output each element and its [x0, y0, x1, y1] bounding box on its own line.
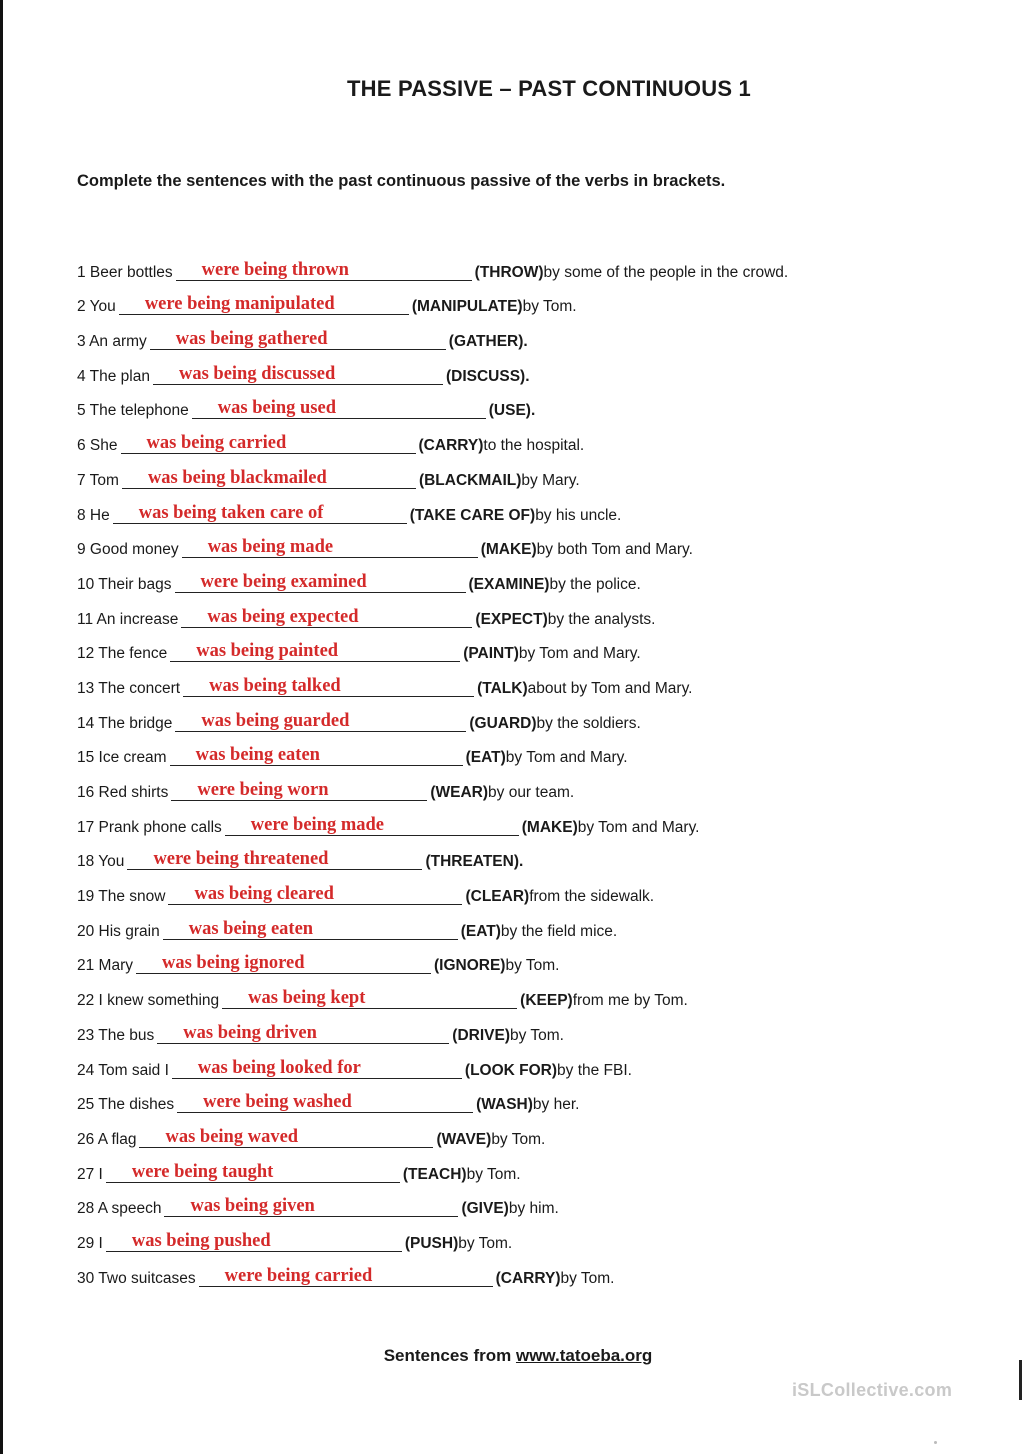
- verb-in-brackets: (THREATEN).: [425, 853, 524, 871]
- answer-text: were being manipulated: [144, 294, 335, 315]
- answer-blank[interactable]: [222, 985, 517, 1009]
- exercise-row: [77, 1220, 997, 1255]
- answer-blank[interactable]: [182, 534, 478, 558]
- exercise-row: [77, 804, 997, 839]
- verb-in-brackets: (LOOK FOR): [464, 1061, 558, 1079]
- sentence-end: by the police.: [549, 575, 641, 593]
- source-prefix: Sentences from: [383, 1346, 512, 1365]
- exercise-row: [77, 943, 997, 978]
- verb-in-brackets: (CARRY): [418, 437, 484, 455]
- sentence-end: by the analysts.: [547, 610, 656, 628]
- exercise-row: [77, 735, 997, 770]
- sentence-end: by Tom and Mary.: [518, 645, 641, 663]
- sentence-start: 28 A speech: [77, 1200, 162, 1218]
- sentence-end: by Mary.: [521, 471, 580, 489]
- verb-in-brackets: (GIVE): [461, 1200, 509, 1218]
- sentence-start: 10 Their bags: [77, 575, 172, 593]
- worksheet-title: THE PASSIVE – PAST CONTINUOUS 1: [347, 76, 751, 101]
- exercise-row: [77, 353, 997, 388]
- sentence-start: 7 Tom: [77, 471, 119, 489]
- answer-blank[interactable]: [150, 326, 446, 350]
- sentence-start: 8 He: [77, 506, 110, 524]
- answer-text: was being cleared: [194, 884, 334, 905]
- exercise-row: [77, 457, 997, 492]
- sentence-end: by the soldiers.: [536, 714, 641, 732]
- answer-blank[interactable]: [127, 846, 422, 870]
- answer-text: were being threatened: [153, 849, 329, 870]
- exercise-row: [77, 1082, 997, 1117]
- verb-in-brackets: (EXPECT): [475, 610, 548, 628]
- answer-text: were being carried: [224, 1265, 373, 1286]
- answer-text: was being pushed: [131, 1230, 271, 1251]
- sentence-start: 29 I: [77, 1234, 103, 1252]
- exercise-row: [77, 318, 997, 353]
- sentence-start: 21 Mary: [77, 957, 133, 975]
- verb-in-brackets: (DRIVE): [452, 1026, 510, 1044]
- exercise-row: [77, 977, 997, 1012]
- sentence-end: by both Tom and Mary.: [536, 541, 693, 559]
- exercise-row: [77, 700, 997, 735]
- answer-text: was being looked for: [197, 1057, 361, 1078]
- exercise-row: [77, 284, 997, 319]
- verb-in-brackets: (THROW): [474, 263, 544, 281]
- answer-blank[interactable]: [192, 395, 486, 419]
- answer-blank[interactable]: [225, 812, 519, 836]
- sentence-end: by the FBI.: [557, 1061, 632, 1079]
- sentence-start: 6 She: [77, 437, 118, 455]
- sentence-start: 22 I knew something: [77, 992, 220, 1010]
- verb-in-brackets: (GATHER).: [448, 333, 528, 351]
- answer-text: was being ignored: [162, 953, 305, 974]
- exercise-row: [77, 873, 997, 908]
- verb-in-brackets: (WASH): [476, 1096, 533, 1114]
- sentence-end: by her.: [532, 1096, 580, 1114]
- exercise-row: [77, 422, 997, 457]
- stray-dot: [934, 1441, 937, 1444]
- exercise-row: [77, 1255, 997, 1290]
- verb-in-brackets: (MAKE): [480, 541, 537, 559]
- sentence-start: 30 Two suitcases: [77, 1269, 196, 1287]
- sentence-end: by him.: [508, 1200, 559, 1218]
- answer-text: were being washed: [203, 1092, 352, 1113]
- sentence-end: by the field mice.: [500, 922, 618, 940]
- answer-text: was being talked: [209, 675, 341, 696]
- sentence-start: 19 The snow: [77, 888, 166, 906]
- sentence-end: by some of the people in the crowd.: [543, 263, 789, 281]
- sentence-start: 3 An army: [77, 333, 147, 351]
- answer-blank[interactable]: [164, 1193, 458, 1217]
- sentence-start: 23 The bus: [77, 1026, 155, 1044]
- answer-blank[interactable]: [163, 916, 458, 940]
- answer-text: were being examined: [200, 571, 367, 592]
- verb-in-brackets: (BLACKMAIL): [418, 471, 522, 489]
- sentence-start: 14 The bridge: [77, 714, 173, 732]
- answer-blank[interactable]: [157, 1020, 449, 1044]
- answer-text: was being gathered: [175, 329, 328, 350]
- answer-text: was being discussed: [178, 363, 336, 384]
- answer-blank[interactable]: [172, 1055, 462, 1079]
- instructions: Complete the sentences with the past continuous passive of the verbs in brackets.: [77, 172, 726, 190]
- answer-blank[interactable]: [139, 1124, 433, 1148]
- exercise-row: [77, 561, 997, 596]
- watermark: iSLCollective.com: [792, 1380, 953, 1400]
- sentence-start: 20 His grain: [77, 922, 160, 940]
- verb-in-brackets: (USE).: [488, 402, 536, 420]
- exercise-row: [77, 492, 997, 527]
- exercise-row: [77, 665, 997, 700]
- sentence-end: by Tom.: [491, 1130, 546, 1148]
- exercise-row: [77, 1012, 997, 1047]
- exercise-row: [77, 1186, 997, 1221]
- answer-text: was being expected: [207, 606, 359, 627]
- sentence-start: 2 You: [77, 298, 116, 316]
- verb-in-brackets: (WAVE): [436, 1130, 492, 1148]
- answer-text: was being kept: [248, 988, 366, 1009]
- answer-text: was being eaten: [188, 918, 314, 939]
- sentence-start: 18 You: [77, 853, 125, 871]
- answer-blank[interactable]: [199, 1263, 493, 1287]
- exercise-row: [77, 908, 997, 943]
- sentence-start: 11 An increase: [77, 610, 179, 628]
- answer-blank[interactable]: [106, 1228, 402, 1252]
- sentence-start: 27 I: [77, 1165, 103, 1183]
- sentence-start: 24 Tom said I: [77, 1061, 169, 1079]
- answer-blank[interactable]: [121, 430, 416, 454]
- verb-in-brackets: (TEACH): [402, 1165, 467, 1183]
- verb-in-brackets: (DISCUSS).: [445, 367, 530, 385]
- sentence-start: 25 The dishes: [77, 1096, 175, 1114]
- answer-blank[interactable]: [106, 1159, 400, 1183]
- exercise-row: [77, 769, 997, 804]
- sentence-start: 16 Red shirts: [77, 784, 169, 801]
- source-link[interactable]: www.tatoeba.org: [515, 1346, 653, 1365]
- answer-blank[interactable]: [176, 257, 472, 281]
- sentence-end: by Tom and Mary.: [577, 818, 700, 836]
- answer-text: were being taught: [131, 1161, 274, 1182]
- sentence-end: from the sidewalk.: [529, 888, 655, 906]
- answer-blank[interactable]: [113, 500, 407, 524]
- answer-blank[interactable]: [175, 569, 466, 593]
- exercise-row: [77, 388, 997, 423]
- verb-in-brackets: (PUSH): [404, 1234, 459, 1252]
- verb-in-brackets: (CARRY): [495, 1269, 561, 1287]
- exercise-row: [77, 249, 997, 284]
- verb-in-brackets: (IGNORE): [434, 957, 506, 975]
- sentence-start: 4 The plan: [77, 367, 150, 385]
- answer-blank[interactable]: [181, 604, 472, 628]
- sentence-end: by our team.: [488, 784, 575, 801]
- answer-text: was being waved: [165, 1126, 299, 1147]
- sentence-start: 17 Prank phone calls: [77, 818, 222, 836]
- sentence-end: about by Tom and Mary.: [527, 679, 693, 697]
- sentence-start: 1 Beer bottles: [77, 263, 173, 281]
- exercise-row: [77, 1151, 997, 1186]
- page-edge-mark: [1019, 1360, 1022, 1400]
- answer-text: was being made: [207, 537, 334, 558]
- sentence-end: by Tom.: [522, 298, 577, 316]
- verb-in-brackets: (CLEAR): [465, 888, 530, 906]
- answer-text: was being blackmailed: [147, 467, 327, 488]
- answer-text: was being eaten: [195, 745, 320, 766]
- verb-in-brackets: (EAT): [460, 922, 501, 940]
- answer-blank[interactable]: [170, 638, 460, 662]
- sentence-end: by his uncle.: [535, 506, 622, 524]
- exercise-row: [77, 596, 997, 631]
- answer-blank[interactable]: [153, 361, 443, 385]
- answer-text: were being thrown: [201, 259, 349, 280]
- exercise-list: [77, 249, 997, 1290]
- answer-text: was being carried: [146, 433, 287, 454]
- verb-in-brackets: (EXAMINE): [468, 575, 550, 593]
- answer-blank[interactable]: [119, 291, 409, 315]
- answer-blank[interactable]: [183, 673, 474, 697]
- verb-in-brackets: (WEAR): [430, 784, 489, 801]
- answer-blank[interactable]: [177, 1089, 473, 1113]
- exercise-row: [77, 631, 997, 666]
- sentence-start: 5 The telephone: [77, 402, 189, 420]
- answer-blank[interactable]: [175, 708, 466, 732]
- source-line: [0, 1346, 1024, 1366]
- verb-in-brackets: (EAT): [465, 749, 506, 767]
- sentence-end: by Tom.: [458, 1234, 513, 1252]
- sentence-end: by Tom.: [560, 1269, 615, 1287]
- answer-text: was being driven: [183, 1022, 317, 1043]
- sentence-start: 12 The fence: [77, 645, 168, 663]
- sentence-start: 13 The concert: [77, 679, 181, 697]
- answer-blank[interactable]: [170, 742, 463, 766]
- verb-in-brackets: (GUARD): [469, 714, 537, 732]
- answer-text: was being used: [217, 398, 336, 419]
- sentence-end: by Tom.: [505, 957, 560, 975]
- answer-blank[interactable]: [168, 881, 462, 905]
- exercise-row: [77, 839, 997, 874]
- answer-text: was being painted: [196, 641, 339, 662]
- sentence-start: 9 Good money: [77, 541, 179, 559]
- sentence-end: by Tom and Mary.: [505, 749, 628, 767]
- sentence-end: by Tom.: [466, 1165, 521, 1183]
- verb-in-brackets: (TAKE CARE OF): [409, 506, 536, 524]
- sentence-end: from me by Tom.: [572, 992, 688, 1010]
- sentence-end: to the hospital.: [483, 437, 585, 455]
- exercise-row: [77, 1047, 997, 1082]
- sentence-start: 15 Ice cream: [77, 749, 167, 767]
- answer-text: were being made: [250, 814, 385, 835]
- verb-in-brackets: (KEEP): [520, 992, 573, 1010]
- answer-text: was being given: [190, 1196, 315, 1217]
- verb-in-brackets: (MAKE): [521, 818, 578, 836]
- verb-in-brackets: (PAINT): [463, 645, 519, 663]
- page-edge-line: [0, 0, 3, 1454]
- sentence-start: 26 A flag: [77, 1130, 137, 1148]
- exercise-row: [77, 527, 997, 562]
- verb-in-brackets: (TALK): [477, 679, 528, 697]
- answer-blank[interactable]: [136, 950, 431, 974]
- sentence-end: by Tom.: [509, 1026, 564, 1044]
- answer-text: was being taken care of: [138, 502, 324, 523]
- verb-in-brackets: (MANIPULATE): [411, 298, 523, 316]
- exercise-row: [77, 1116, 997, 1151]
- answer-text: was being guarded: [201, 710, 350, 731]
- answer-text: were being worn: [197, 780, 329, 800]
- answer-blank[interactable]: [171, 777, 427, 801]
- answer-blank[interactable]: [122, 465, 416, 489]
